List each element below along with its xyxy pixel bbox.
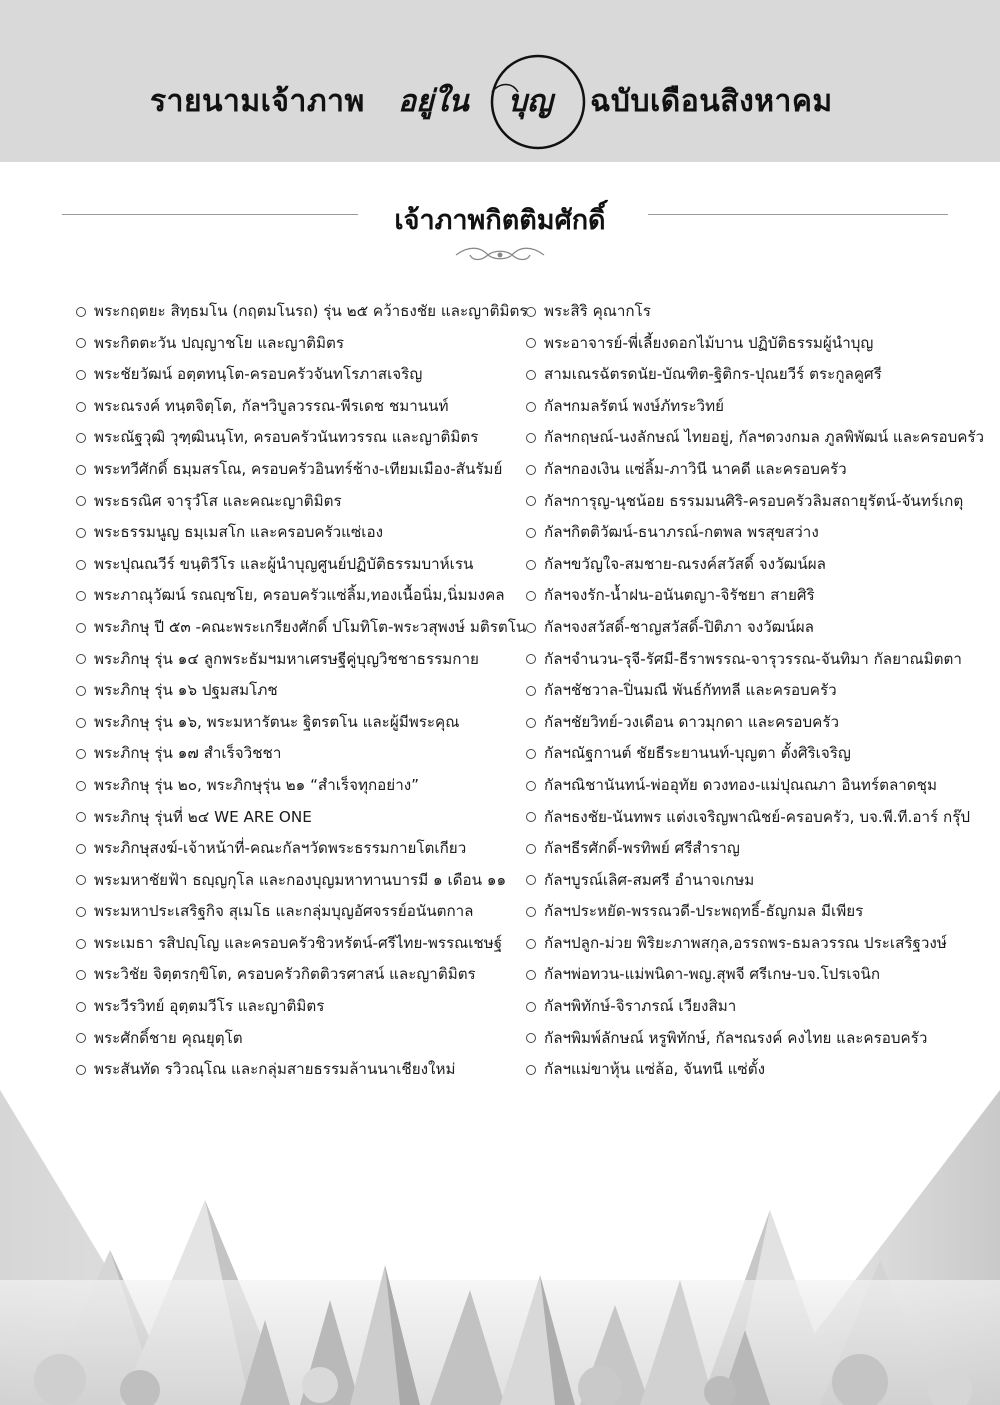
bullet-icon (76, 623, 86, 633)
list-item: กัลฯแม่ขาหุ้น แซ่ล้อ, จันทนี แซ่ตั้ง (526, 1054, 996, 1086)
ornament-divider-icon (452, 244, 548, 266)
list-item: กัลฯณัฐกานต์ ชัยธีระยานนท์-บุญตา ตั้งศิริเจริญ (526, 738, 996, 770)
list-item: กัลฯการุญ-นุชน้อย ธรรมมนศิริ-ครอบครัวลิมสถายุรัตน์-จันทร์เกตุ (526, 486, 996, 518)
list-item: กัลฯประหยัด-พรรณวดี-ประพฤทธิ์-ธัญกมล มีเพียร (526, 896, 996, 928)
list-item: พระมหาประเสริฐกิจ สุเมโธ และกลุ่มบุญอัศจรรย์อนันตกาล (76, 896, 526, 928)
header-title-right: ฉบับเดือนสิงหาคม (590, 84, 833, 119)
bullet-icon (76, 939, 86, 949)
bullet-icon (526, 970, 536, 980)
list-item: พระภิกษุ รุ่น ๑๗ สำเร็จวิชชา (76, 738, 526, 770)
logo-word-merit: บุญ (508, 84, 553, 119)
logo-word-in: อยู่ใน (398, 84, 469, 119)
bullet-icon (76, 338, 86, 348)
list-item: กัลฯจงรัก-น้ำฝน-อนันตญา-จิรัชยา สายศิริ (526, 580, 996, 612)
list-item: พระภิกษุ รุ่น ๑๖, พระมหารัตนะ ฐิตรตโน และผู้มีพระคุณ (76, 707, 526, 739)
list-item: กัลฯปลูก-ม่วย พิริยะภาพสกุล,อรรถพร-ธมลวรรณ ประเสริฐวงษ์ (526, 928, 996, 960)
bullet-icon (526, 749, 536, 759)
bullet-icon (76, 307, 86, 317)
bullet-icon (526, 1033, 536, 1043)
bullet-icon (526, 307, 536, 317)
bullet-icon (76, 465, 86, 475)
list-item: กัลฯบูรณ์เลิศ-สมศรี อำนาจเกษม (526, 865, 996, 897)
bullet-icon (526, 812, 536, 822)
list-item: กัลฯพิมพ์ลักษณ์ หรูพิทักษ์, กัลฯณรงค์ คงไทย และครอบครัว (526, 1023, 996, 1055)
bullet-icon (76, 686, 86, 696)
list-item: พระภิกษุสงฆ์-เจ้าหน้าที่-คณะกัลฯวัดพระธรรมกายโตเกียว (76, 833, 526, 865)
list-item: พระเมธา รสิปญฺโญ และครอบครัวชิวหรัตน์-ศรีไทย-พรรณเชษฐ์ (76, 928, 526, 960)
bullet-icon (526, 907, 536, 917)
bullet-icon (526, 496, 536, 506)
list-item: พระณัฐวุฒิ วุฑฺฒินนฺโท, ครอบครัวนันทวรรณ และญาติมิตร (76, 422, 526, 454)
bullet-icon (526, 875, 536, 885)
list-item: กัลฯจำนวน-รุจี-รัศมี-ธีราพรรณ-จารุวรรณ-จันทิมา กัลยาณมิตตา (526, 644, 996, 676)
list-item: กัลฯกฤษณ์-นงลักษณ์ ไทยอยู่, กัลฯดวงกมล ภูลพิพัฒน์ และครอบครัว (526, 422, 996, 454)
list-item: พระณรงค์ ทนฺตจิตฺโต, กัลฯวิบูลวรรณ-พีรเดช ชมานนท์ (76, 391, 526, 423)
bullet-icon (76, 781, 86, 791)
bullet-icon (526, 654, 536, 664)
list-item: พระศักดิ์ชาย คุณยุตฺโต (76, 1023, 526, 1055)
bullet-icon (526, 370, 536, 380)
bullet-icon (76, 1002, 86, 1012)
bullet-icon (526, 591, 536, 601)
list-item: พระปุณณวีร์ ขนฺติวีโร และผู้นำบุญศูนย์ปฏิบัติธรรมบาห์เรน (76, 549, 526, 581)
bullet-icon (526, 1065, 536, 1075)
crystal-mountain-background (0, 1090, 1000, 1405)
list-item: กัลฯจงสวัสดิ์-ชาญสวัสดิ์-ปิติภา จงวัฒน์ผล (526, 612, 996, 644)
bullet-icon (526, 718, 536, 728)
bullet-icon (76, 496, 86, 506)
donor-list-left (76, 296, 526, 1086)
bullet-icon (526, 433, 536, 443)
list-item: พระกิตตะวัน ปญฺญาชโย และญาติมิตร (76, 328, 526, 360)
list-item: พระธรรมนูญ ธมฺเมสโก และครอบครัวแซ่เอง (76, 517, 526, 549)
bullet-icon (76, 528, 86, 538)
bullet-icon (76, 1065, 86, 1075)
section-title: เจ้าภาพกิตติมศักดิ์ (394, 205, 606, 236)
list-item: พระวีรวิทย์ อุตฺตมวีโร และญาติมิตร (76, 991, 526, 1023)
donor-list-right (526, 296, 996, 1086)
bullet-icon (526, 560, 536, 570)
bullet-icon (76, 1033, 86, 1043)
list-item: พระมหาชัยฟ้า ธญฺญกุโล และกองบุญมหาทานบารมี ๑ เดือน ๑๑ (76, 865, 526, 897)
list-item: พระสันทัด รวิวณฺโณ และกลุ่มสายธรรมล้านนาเชียงใหม่ (76, 1054, 526, 1086)
list-item: กัลฯกิตติวัฒน์-ธนาภรณ์-กตพล พรสุขสว่าง (526, 517, 996, 549)
bullet-icon (76, 560, 86, 570)
bullet-icon (526, 465, 536, 475)
list-item: พระภิกษุ รุ่น ๑๔ ลูกพระธัมฯมหาเศรษฐีคู่บุญวิชชาธรรมกาย (76, 644, 526, 676)
list-item: พระทวีศักดิ์ ธมฺมสรโณ, ครอบครัวอินทร์ช้าง-เทียมเมือง-สันรัมย์ (76, 454, 526, 486)
list-item: พระภิกษุ รุ่น ๒๐, พระภิกษุรุ่น ๒๑ “สำเร็จทุกอย่าง” (76, 770, 526, 802)
list-item: กัลฯกองเงิน แซ่ลิ้ม-ภาวินี นาคดี และครอบครัว (526, 454, 996, 486)
bullet-icon (76, 907, 86, 917)
bullet-icon (526, 402, 536, 412)
bullet-icon (526, 338, 536, 348)
bullet-icon (76, 749, 86, 759)
bullet-icon (76, 433, 86, 443)
bullet-icon (526, 623, 536, 633)
list-item: พระภิกษุ รุ่น ๑๖ ปฐมสมโภช (76, 675, 526, 707)
list-item: พระกฤตยะ สิทฺธมโน (กฤตมโนรถ) รุ่น ๒๕ คว้าธงชัย และญาติมิตร (76, 296, 526, 328)
bullet-icon (76, 812, 86, 822)
list-item: พระธรณิศ จารุวํโส และคณะญาติมิตร (76, 486, 526, 518)
bullet-icon (76, 402, 86, 412)
bullet-icon (526, 528, 536, 538)
list-item: กัลฯกมลรัตน์ พงษ์ภัทระวิทย์ (526, 391, 996, 423)
list-item: สามเณรฉัตรดนัย-บัณฑิต-ฐิติกร-ปุณยวีร์ ตระกูลคูศรี (526, 359, 996, 391)
list-item: กัลฯพ่อทวน-แม่พนิดา-พญ.สุพจี ศรีเกษ-บจ.โปรเจนิก (526, 959, 996, 991)
bullet-icon (76, 654, 86, 664)
bullet-icon (76, 970, 86, 980)
list-item: กัลฯธีรศักดิ์-พรทิพย์ ศรีสำราญ (526, 833, 996, 865)
title-rule-right (648, 214, 948, 215)
list-item: กัลฯพิทักษ์-จิราภรณ์ เวียงสิมา (526, 991, 996, 1023)
bullet-icon (526, 844, 536, 854)
list-item: พระภิกษุ ปี ๕๓ -คณะพระเกรียงศักดิ์ ปโมทิโต-พระวสุพงษ์ มติรตโน (76, 612, 526, 644)
bullet-icon (526, 686, 536, 696)
list-item: กัลฯณิชานันทน์-พ่ออุทัย ดวงทอง-แม่ปุณณภา อินทร์ตลาดชุม (526, 770, 996, 802)
bullet-icon (526, 1002, 536, 1012)
bullet-icon (526, 939, 536, 949)
list-item: กัลฯขวัญใจ-สมชาย-ณรงค์สวัสดิ์ จงวัฒน์ผล (526, 549, 996, 581)
bullet-icon (76, 875, 86, 885)
list-item: กัลฯชัชวาล-ปิ่นมณี พันธ์กัททลี และครอบครัว (526, 675, 996, 707)
bullet-icon (76, 718, 86, 728)
bullet-icon (76, 844, 86, 854)
header-title-left: รายนามเจ้าภาพ (150, 84, 365, 119)
list-item: พระภิกษุ รุ่นที่ ๒๔ WE ARE ONE (76, 802, 526, 834)
list-item: พระสิริ คุณากโร (526, 296, 996, 328)
list-item: พระอาจารย์-พี่เลี้ยงดอกไม้บาน ปฏิบัติธรรมผู้นำบุญ (526, 328, 996, 360)
bullet-icon (76, 591, 86, 601)
list-item: พระภาณุวัฒน์ รณญฺชโย, ครอบครัวแซ่ลิ้ม,ทองเนื้อนิ่ม,นิ่มมงคล (76, 580, 526, 612)
list-item: กัลฯชัยวิทย์-วงเดือน ดาวมุกดา และครอบครัว (526, 707, 996, 739)
bullet-icon (76, 370, 86, 380)
bullet-icon (526, 781, 536, 791)
list-item: พระวิชัย จิตฺตรกฺขิโต, ครอบครัวกิตติวรศาสน์ และญาติมิตร (76, 959, 526, 991)
list-item: กัลฯธงชัย-นันทพร แต่งเจริญพาณิชย์-ครอบครัว, บจ.พี.ที.อาร์ กรุ๊ป (526, 802, 996, 834)
list-item: พระชัยวัฒน์ อตฺตทนฺโต-ครอบครัวจันทโรภาสเจริญ (76, 359, 526, 391)
